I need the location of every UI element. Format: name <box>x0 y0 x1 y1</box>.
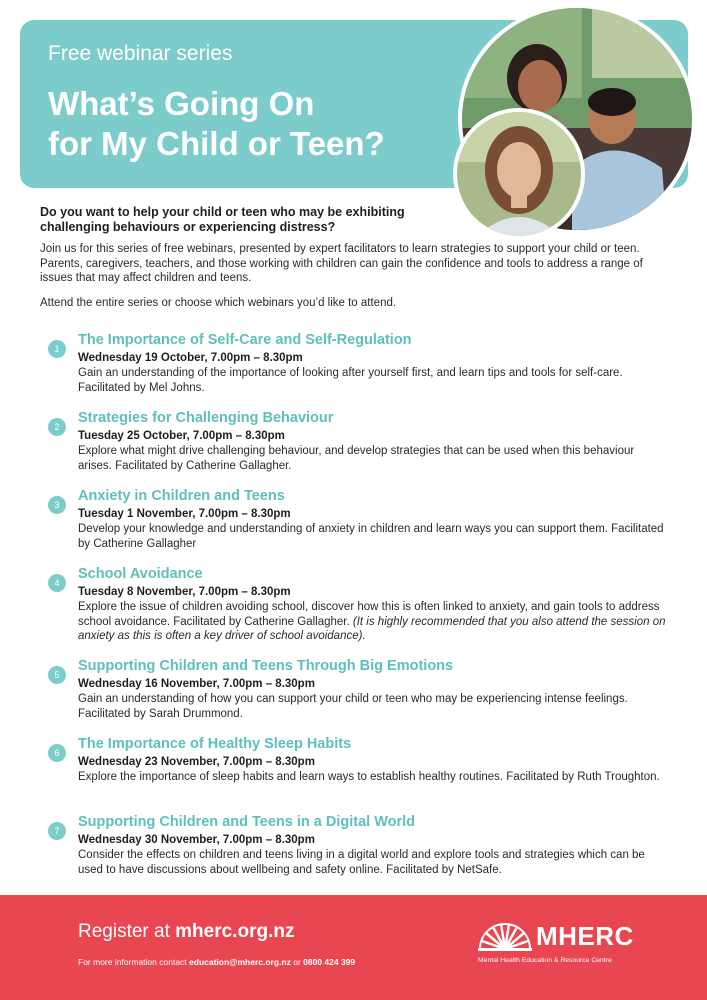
logo-subtitle: Mental Health Education & Resource Centre <box>478 957 612 964</box>
session-description <box>78 600 668 644</box>
session-number-badge: 6 <box>48 744 66 762</box>
session-note: (It is highly recommended that you also attend the session on anxiety as this is often a key driver of school avoidance). <box>78 615 666 642</box>
logo-wordmark: MHERC <box>536 921 634 951</box>
session-date: Tuesday 8 November, 7.00pm – 8.30pm <box>78 586 291 598</box>
photo-teen-girl <box>453 108 585 240</box>
session-description: Explore what might drive challenging behaviour, and develop strategies that can be used when this behaviour arises. Facilitated by Catherine Gallagher. <box>78 445 635 472</box>
session-date: Tuesday 1 November, 7.00pm – 8.30pm <box>78 508 291 520</box>
page-title <box>48 84 385 164</box>
session-date: Tuesday 25 October, 7.00pm – 8.30pm <box>78 430 285 442</box>
sunrise-icon <box>478 921 532 951</box>
register-line <box>78 921 294 943</box>
session-number-badge: 7 <box>48 822 66 840</box>
register-prefix: Register at <box>78 921 170 942</box>
session-title: Strategies for Challenging Behaviour <box>78 410 334 426</box>
session-description: Gain an understanding of how you can support your child or teen who may be experiencing intense feelings. Facilitated by Sarah Drummond. <box>78 693 628 720</box>
session-number-badge: 3 <box>48 496 66 514</box>
session-title: School Avoidance <box>78 566 203 582</box>
session-title: The Importance of Healthy Sleep Habits <box>78 736 352 752</box>
session-description: Consider the effects on children and teens living in a digital world and explore tools and strategies which can be used to have discussions about wellbeing and safety online. Facilitated by NetSafe. <box>78 849 645 876</box>
session-number-badge: 5 <box>48 666 66 684</box>
contact-prefix: For more information contact <box>78 957 187 967</box>
teen-girl-illustration <box>457 112 581 236</box>
session-number-badge: 1 <box>48 340 66 358</box>
series-label: Free webinar series <box>48 42 233 65</box>
footer-banner <box>0 895 707 1000</box>
session-title: Supporting Children and Teens Through Big Emotions <box>78 658 454 674</box>
session-date: Wednesday 16 November, 7.00pm – 8.30pm <box>78 678 315 690</box>
contact-line <box>78 957 355 967</box>
session-description: Develop your knowledge and understanding of anxiety in children and learn ways you can support them. Facilitated by Catherine Gallagher <box>78 523 664 550</box>
session-number-badge: 4 <box>48 574 66 592</box>
mherc-logo <box>478 921 658 971</box>
session-date: Wednesday 23 November, 7.00pm – 8.30pm <box>78 756 315 768</box>
register-link[interactable]: mherc.org.nz <box>175 921 295 942</box>
session-description: Explore the importance of sleep habits and learn ways to establish healthy routines. Facilitated by Ruth Troughton. <box>78 771 660 783</box>
contact-or: or <box>293 957 301 967</box>
title-line-2: for My Child or Teen? <box>48 125 385 162</box>
contact-email-link[interactable]: education@mherc.org.nz <box>189 957 291 967</box>
session-title: Anxiety in Children and Teens <box>78 488 285 504</box>
session-date: Wednesday 30 November, 7.00pm – 8.30pm <box>78 834 315 846</box>
intro-paragraph: Join us for this series of free webinars, presented by expert facilitators to learn strategies to support your child or teen. Parents, caregivers, teachers, and those working with children can gain the confidence and tools to address a range of issues that may affect children and teens. <box>40 243 643 284</box>
attend-note: Attend the entire series or choose which webinars you’d like to attend. <box>40 297 397 309</box>
session-number-badge: 2 <box>48 418 66 436</box>
session-description-text: Explore the issue of children avoiding school, discover how this is often linked to anxiety, and gain tools to address school avoidance. Facilitated by Catherine Gallagher. <box>78 601 660 628</box>
contact-phone: 0800 424 399 <box>303 957 356 967</box>
title-line-1: What’s Going On <box>48 85 315 122</box>
session-title: Supporting Children and Teens in a Digital World <box>78 814 415 830</box>
session-date: Wednesday 19 October, 7.00pm – 8.30pm <box>78 352 303 364</box>
session-description: Gain an understanding of the importance of looking after yourself first, and learn tips and tools for self-care. Facilitated by Mel Johns. <box>78 367 623 394</box>
intro-question: Do you want to help your child or teen who may be exhibiting challenging behaviours or experiencing distress? <box>40 205 405 234</box>
session-title: The Importance of Self-Care and Self-Regulation <box>78 332 412 348</box>
